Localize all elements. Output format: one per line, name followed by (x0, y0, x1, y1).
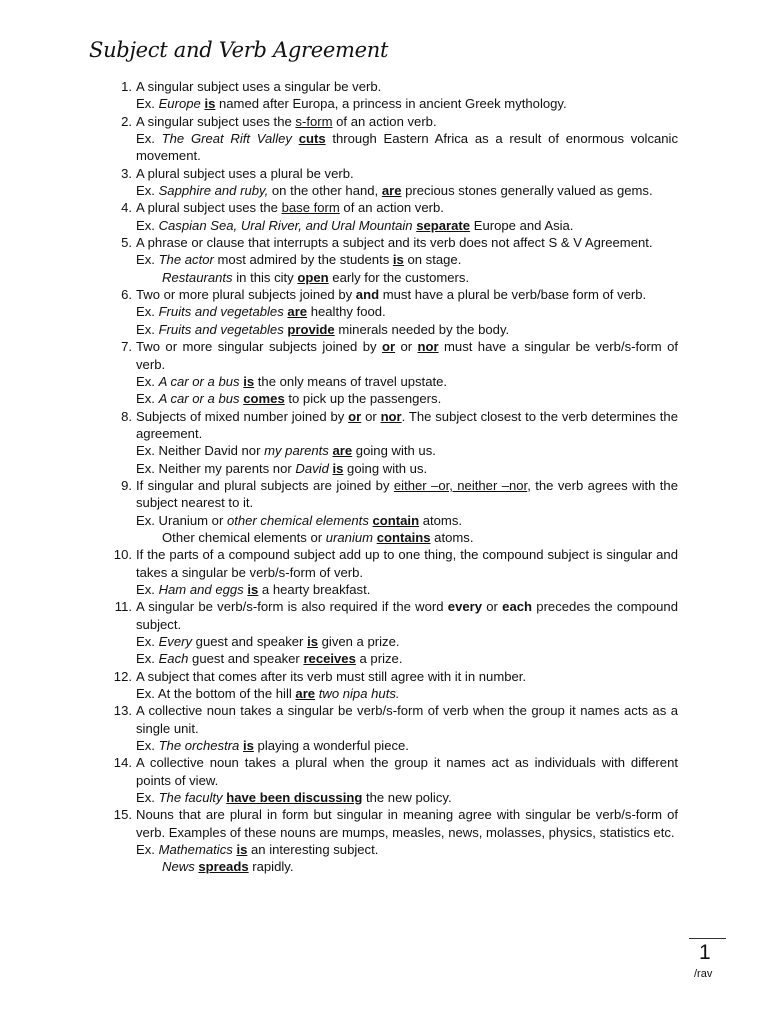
rule-text (136, 668, 678, 685)
example-line (136, 581, 678, 598)
text-span: have been discussing (226, 790, 363, 806)
text-span: Nouns that are plural in form but singular in meaning agree with singular be verb/s-form of verb. Examples of these nouns are mumps, measles, news, molasses, physics, statistics etc. (136, 807, 678, 840)
footer-divider (689, 938, 726, 939)
text-span: , the verb agrees with the subject nearest to it. (136, 477, 678, 511)
text-span: of an action verb. (332, 113, 437, 129)
example-line (136, 737, 678, 754)
rule-number: 8. (121, 408, 132, 424)
text-span: A car or a bus (158, 391, 240, 407)
rule-text (136, 806, 678, 841)
rule-text (136, 408, 678, 443)
text-span: s-form (295, 113, 333, 129)
text-span: Two or more plural subjects joined by (136, 287, 356, 303)
rule-number: 14. (113, 755, 132, 771)
text-span: every (447, 599, 483, 615)
text-span: cuts (298, 131, 326, 147)
text-span: is (242, 738, 254, 754)
example-line (136, 442, 678, 459)
text-span: A plural subject uses a plural be verb. (136, 165, 354, 181)
text-span: on stage. (403, 252, 462, 268)
rule-item (98, 598, 678, 667)
text-span: going with us. (343, 460, 428, 476)
text-span: or (361, 408, 381, 424)
rule-number: 6. (121, 287, 132, 303)
text-span: receives (303, 651, 356, 667)
rule-number: 10. (113, 547, 132, 563)
text-span: provide (287, 321, 335, 337)
text-span: A singular subject uses the (136, 113, 296, 129)
rules-list (98, 78, 678, 876)
rule-number: 5. (121, 235, 132, 251)
rule-item (98, 199, 678, 234)
text-span: Ex. At the bottom of the hill (136, 686, 296, 702)
rule-number: 3. (121, 165, 132, 181)
text-span: The orchestra (158, 738, 240, 754)
rule-number: 1. (121, 79, 132, 94)
rule-item (98, 338, 678, 407)
text-span: uranium (325, 529, 374, 545)
rule-text (136, 78, 678, 95)
text-span: Ex. (136, 183, 159, 199)
example-line (136, 529, 678, 546)
example-line (136, 130, 678, 165)
text-span: Subjects of mixed number joined by (136, 408, 349, 424)
text-span: Ex. (136, 217, 159, 233)
text-span: are (332, 443, 353, 459)
rule-item (98, 754, 678, 806)
text-span: . The subject closest to the verb determines the agreement. (136, 408, 678, 441)
example-line (136, 390, 678, 407)
rule-number: 7. (121, 339, 132, 355)
text-span: Sapphire and ruby, (158, 183, 269, 199)
text-span: named after Europa, a princess in ancient Greek mythology. (215, 96, 567, 112)
text-span: a hearty breakfast. (258, 581, 371, 597)
text-span: Ex. (136, 842, 159, 858)
text-span: is (392, 252, 404, 268)
text-span: A phrase or clause that interrupts a subject and its verb does not affect S & V Agreement. (136, 235, 653, 251)
text-span: A collective noun takes a singular be verb/s-form of verb when the group it names acts as a single unit. (136, 703, 678, 736)
text-span: Ex. (136, 738, 159, 754)
text-span: Mathematics (158, 842, 233, 858)
rule-number: 13. (113, 703, 132, 719)
text-span: David (295, 460, 329, 476)
text-span: is (204, 96, 216, 112)
rule-item (98, 408, 678, 477)
rule-text (136, 754, 678, 789)
example-line (136, 633, 678, 650)
text-span: my parents (264, 443, 329, 459)
text-span: or (381, 339, 396, 355)
example-line (136, 251, 678, 268)
text-span: early for the customers. (328, 269, 470, 285)
text-span: guest and speaker (192, 634, 308, 649)
text-span: The actor (158, 252, 214, 268)
text-span: Two or more singular subjects joined by (136, 339, 382, 355)
rule-text (136, 477, 678, 512)
text-span: are (295, 686, 316, 702)
text-span: an interesting subject. (247, 842, 379, 858)
text-span: through Eastern Africa as a result of enormous volcanic movement. (136, 131, 679, 164)
text-span: healthy food. (307, 304, 386, 320)
text-span: most admired by the students (213, 252, 393, 268)
text-span: of an action verb. (339, 200, 444, 216)
text-span: Ex. (136, 651, 159, 667)
text-span: contains (376, 529, 431, 545)
rule-text (136, 338, 678, 373)
text-span: Ex. (136, 304, 159, 320)
rule-item (98, 546, 678, 598)
text-span: are (287, 304, 308, 320)
example-line (136, 182, 678, 199)
text-span: The faculty (158, 790, 223, 806)
rule-number: 12. (113, 668, 132, 684)
text-span: open (297, 269, 329, 285)
text-span: A singular subject uses a singular be verb. (136, 79, 382, 94)
text-span: are (381, 183, 402, 199)
rule-item (98, 286, 678, 338)
example-line (136, 303, 678, 320)
text-span: going with us. (352, 443, 436, 459)
text-span: on the other hand, (268, 183, 382, 199)
text-span: A plural subject uses the (136, 200, 282, 216)
rule-item (98, 806, 678, 875)
text-span: either –or, neither –nor (393, 477, 528, 493)
text-span: A subject that comes after its verb must still agree with it in number. (136, 668, 527, 684)
text-span: nor (417, 339, 439, 355)
text-span: Ex. (136, 321, 159, 337)
text-span: Europe and Asia. (470, 217, 574, 233)
text-span: the new policy. (362, 790, 452, 806)
rule-text (136, 199, 678, 216)
example-line (136, 841, 678, 858)
text-span: two nipa huts. (318, 686, 400, 702)
page-number: 1 (699, 941, 711, 964)
rule-number: 11. (114, 599, 132, 615)
text-span: other chemical elements (226, 512, 369, 528)
text-span: If singular and plural subjects are joined by (136, 477, 394, 493)
text-span: is (307, 634, 318, 649)
text-span: a prize. (355, 651, 403, 667)
example-line (136, 858, 678, 875)
example-line (136, 321, 678, 338)
text-span: If the parts of a compound subject add up to one thing, the compound subject is singular and takes a singular be verb/s-form of verb. (136, 547, 678, 580)
text-span: the only means of travel upstate. (254, 373, 448, 389)
rule-item (98, 668, 678, 703)
text-span: nor (380, 408, 402, 424)
text-span: A car or a bus (158, 373, 240, 389)
text-span: rapidly. (248, 859, 294, 875)
text-span: is (247, 581, 259, 597)
rule-item (98, 113, 678, 165)
text-span: playing a wonderful piece. (253, 738, 409, 754)
text-span: given a prize. (317, 634, 400, 649)
text-span: The Great Rift Valley (161, 131, 292, 147)
text-span: is (243, 373, 255, 389)
text-span: Ex. (136, 96, 159, 112)
text-span: Ex. Neither my parents nor (136, 460, 296, 476)
example-line (136, 685, 678, 702)
text-span: is (332, 460, 344, 476)
text-span: Ex. (136, 634, 159, 649)
text-span: Europe (158, 96, 201, 112)
rule-text (136, 165, 678, 182)
example-line (136, 217, 678, 234)
rule-item (98, 702, 678, 754)
text-span: Ex. (136, 391, 159, 407)
example-line (136, 650, 678, 667)
example-line (136, 460, 678, 477)
text-span: A singular be verb/s-form is also required if the word (136, 599, 448, 615)
example-line (136, 512, 678, 529)
text-span: precedes the compound subject. (136, 599, 678, 632)
text-span: Fruits and vegetables (158, 304, 284, 320)
example-line (136, 95, 678, 112)
text-span: Ham and eggs (158, 581, 244, 597)
text-span: atoms. (419, 512, 463, 528)
example-line (136, 373, 678, 390)
text-span: and (355, 287, 380, 303)
text-span (292, 131, 299, 146)
rule-item (98, 78, 678, 113)
text-span: Ex. (136, 790, 159, 806)
example-line (136, 269, 678, 286)
text-span: separate (416, 217, 471, 233)
rule-text (136, 234, 678, 251)
rule-text (136, 113, 678, 130)
text-span: comes (243, 391, 285, 407)
text-span: News (162, 859, 195, 875)
rule-text (136, 546, 678, 581)
text-span: Ex. (136, 252, 159, 268)
text-span: Ex. Neither David nor (136, 443, 265, 459)
text-span: or (395, 339, 418, 355)
text-span: Ex. (136, 581, 159, 597)
text-span: Ex. Uranium or (136, 512, 227, 528)
text-span: Fruits and vegetables (158, 321, 284, 337)
rule-number: 2. (121, 113, 132, 129)
text-span: minerals needed by the body. (334, 321, 510, 337)
rule-number: 4. (121, 200, 132, 216)
text-span: or (348, 408, 362, 424)
text-span: atoms. (430, 529, 474, 545)
text-span: each (502, 599, 533, 615)
text-span: Ex. (136, 131, 162, 147)
text-span: is (236, 842, 248, 858)
text-span: to pick up the passengers. (284, 391, 442, 407)
text-span: or (482, 599, 503, 615)
text-span: Other chemical elements or (162, 529, 326, 545)
rule-item (98, 165, 678, 200)
text-span: in this city (232, 269, 298, 285)
rule-item (98, 234, 678, 286)
text-span: base form (281, 200, 340, 216)
rule-text (136, 286, 678, 303)
text-span: Every (158, 634, 193, 649)
text-span: contain (372, 512, 420, 528)
author-initials: /rav (694, 968, 713, 980)
text-span: Caspian Sea, Ural River, and Ural Mountain (158, 217, 413, 233)
rule-number: 15. (113, 807, 132, 823)
rule-text (136, 702, 678, 737)
text-span: Ex. (136, 373, 159, 389)
text-span: guest and speaker (188, 651, 304, 667)
text-span: Restaurants (162, 269, 233, 285)
text-span: precious stones generally valued as gems. (401, 183, 653, 199)
text-span: Each (158, 651, 189, 667)
rule-text (136, 598, 678, 633)
rule-item (98, 477, 678, 546)
rule-number: 9. (121, 477, 132, 493)
document-title: Subject and Verb Agreement (89, 38, 389, 62)
text-span: must have a plural be verb/base form of verb. (379, 287, 647, 303)
example-line (136, 789, 678, 806)
text-span: spreads (198, 859, 249, 875)
text-span: A collective noun takes a plural when the group it names act as individuals with different points of view. (136, 755, 678, 788)
text-span: must have a singular be verb/s-form of verb. (136, 339, 679, 372)
